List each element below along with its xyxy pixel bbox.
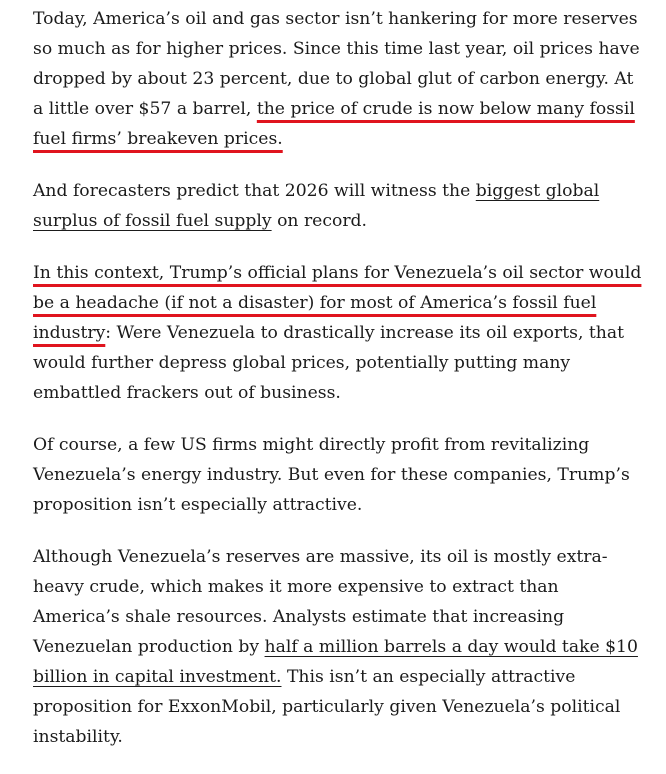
paragraph-3-text-after: : Were Venezuela to drastically increase its oil exports, that would further depress global prices, potentially putting many embattled frackers out of business. [33, 323, 625, 403]
paragraph-5 [33, 542, 649, 752]
paragraph-4-text: Of course, a few US firms might directly profit from revitalizing Venezuela’s energy industry. But even for these companies, Trump’s proposition isn’t especially attractive. [33, 435, 630, 515]
paragraph-2 [33, 176, 649, 236]
paragraph-2-text-before: And forecasters predict that 2026 will witness the [33, 181, 476, 201]
paragraph-5-text-before: Although Venezuela’s reserves are massive, its oil is mostly extra-heavy crude, which makes it more expensive to extract than America’s shale resources. Analysts estimate that increasing Venezuelan production by [33, 547, 608, 657]
paragraph-2-text-after: on record. [271, 211, 367, 231]
paragraph-1-text: Today, America’s oil and gas sector isn’t hankering for more reserves so much as for higher prices. Since this time last year, oil prices have dropped by about 23 percent, due to global glut of carbon energy. At a little over $57 a barrel, [33, 9, 640, 119]
paragraph-4 [33, 430, 649, 520]
paragraph-5-text-after: This isn’t an especially attractive proposition for ExxonMobil, particularly given Venezuela’s political instability. [33, 667, 621, 747]
capital-investment-link[interactable]: half a million barrels a day would take $10 billion in capital investment. [33, 637, 638, 687]
article-body [33, 4, 649, 774]
paragraph-3 [33, 258, 649, 408]
venezuela-oil-plans-link[interactable]: In this context, Trump’s official plans for Venezuela’s oil sector would be a headache (if not a disaster) for most of America’s fossil fuel industry [33, 263, 642, 343]
paragraph-1 [33, 4, 649, 154]
global-surplus-link[interactable]: biggest global surplus of fossil fuel supply [33, 181, 600, 231]
crude-breakeven-link[interactable]: the price of crude is now below many fossil fuel firms’ breakeven prices. [33, 99, 635, 149]
